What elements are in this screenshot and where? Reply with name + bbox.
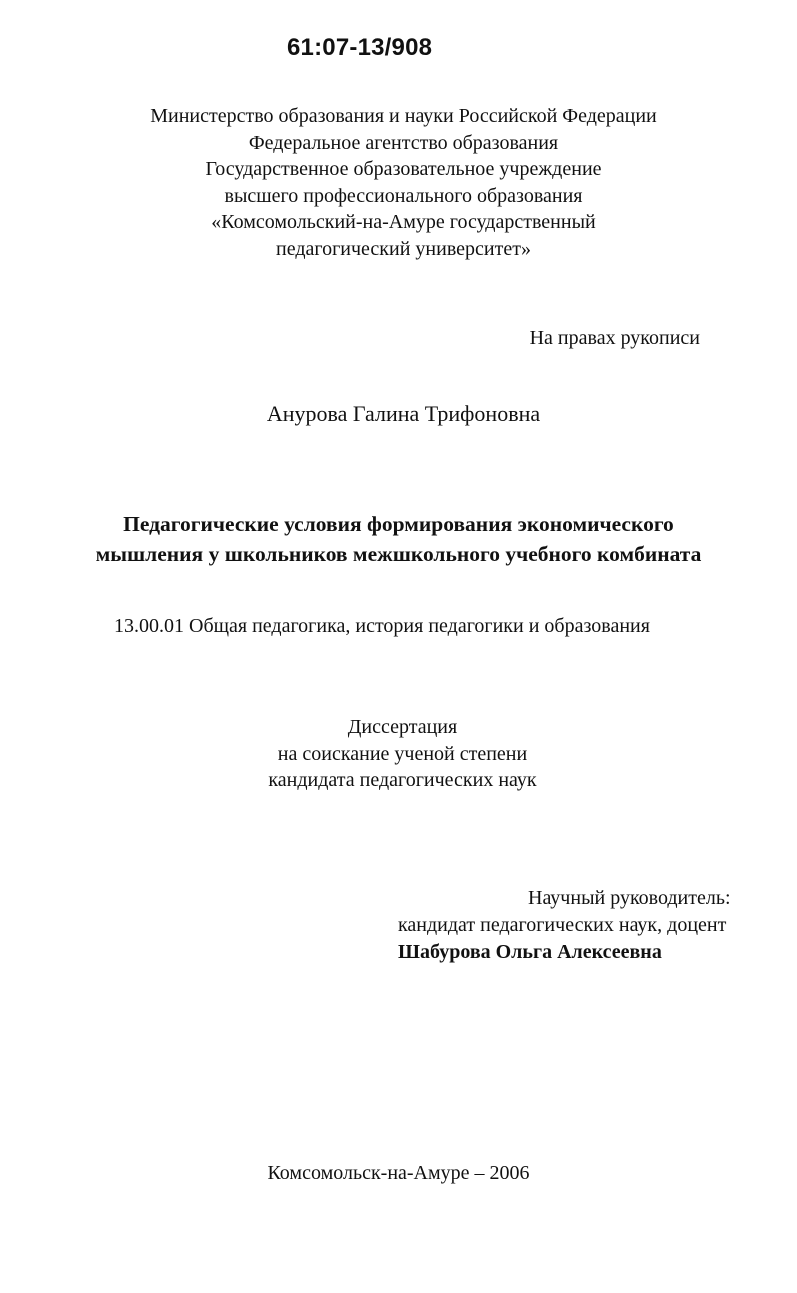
org-line: «Комсомольский-на-Амуре государственный [211,211,596,234]
organization-block [0,103,797,263]
archive-stamp-number: 61:07-13/908 [287,34,433,61]
org-line: Федеральное агентство образования [248,131,559,154]
degree-line: кандидата педагогических наук [268,769,537,791]
org-line: педагогический университет» [276,237,531,260]
org-line: высшего профессионального образования [224,184,583,207]
org-line: Государственное образовательное учреждение [205,158,602,181]
org-line: Министерство образования и науки Российской Федерации [150,105,657,127]
supervisor-name: Шабурова Ольга Алексеевна [398,941,662,963]
supervisor-degree: кандидат педагогических наук, доцент [398,914,727,936]
city-year-footer: Комсомольск-на-Амуре – 2006 [267,1162,530,1184]
title-line: мышления у школьников межшкольного учебного комбината [95,542,702,566]
manuscript-rights-note: На правах рукописи [529,327,700,349]
title-line: Педагогические условия формирования экономического [123,512,674,536]
degree-statement [0,714,797,794]
degree-line: на соискание ученой степени [277,742,528,765]
dissertation-title [0,509,797,569]
supervisor-heading: Научный руководитель: [528,887,731,909]
author-name: Анурова Галина Трифоновна [266,401,541,426]
degree-line: Диссертация [347,716,458,738]
supervisor-block [398,885,731,966]
specialty-code: 13.00.01 Общая педагогика, история педагогики и образования [114,615,650,637]
